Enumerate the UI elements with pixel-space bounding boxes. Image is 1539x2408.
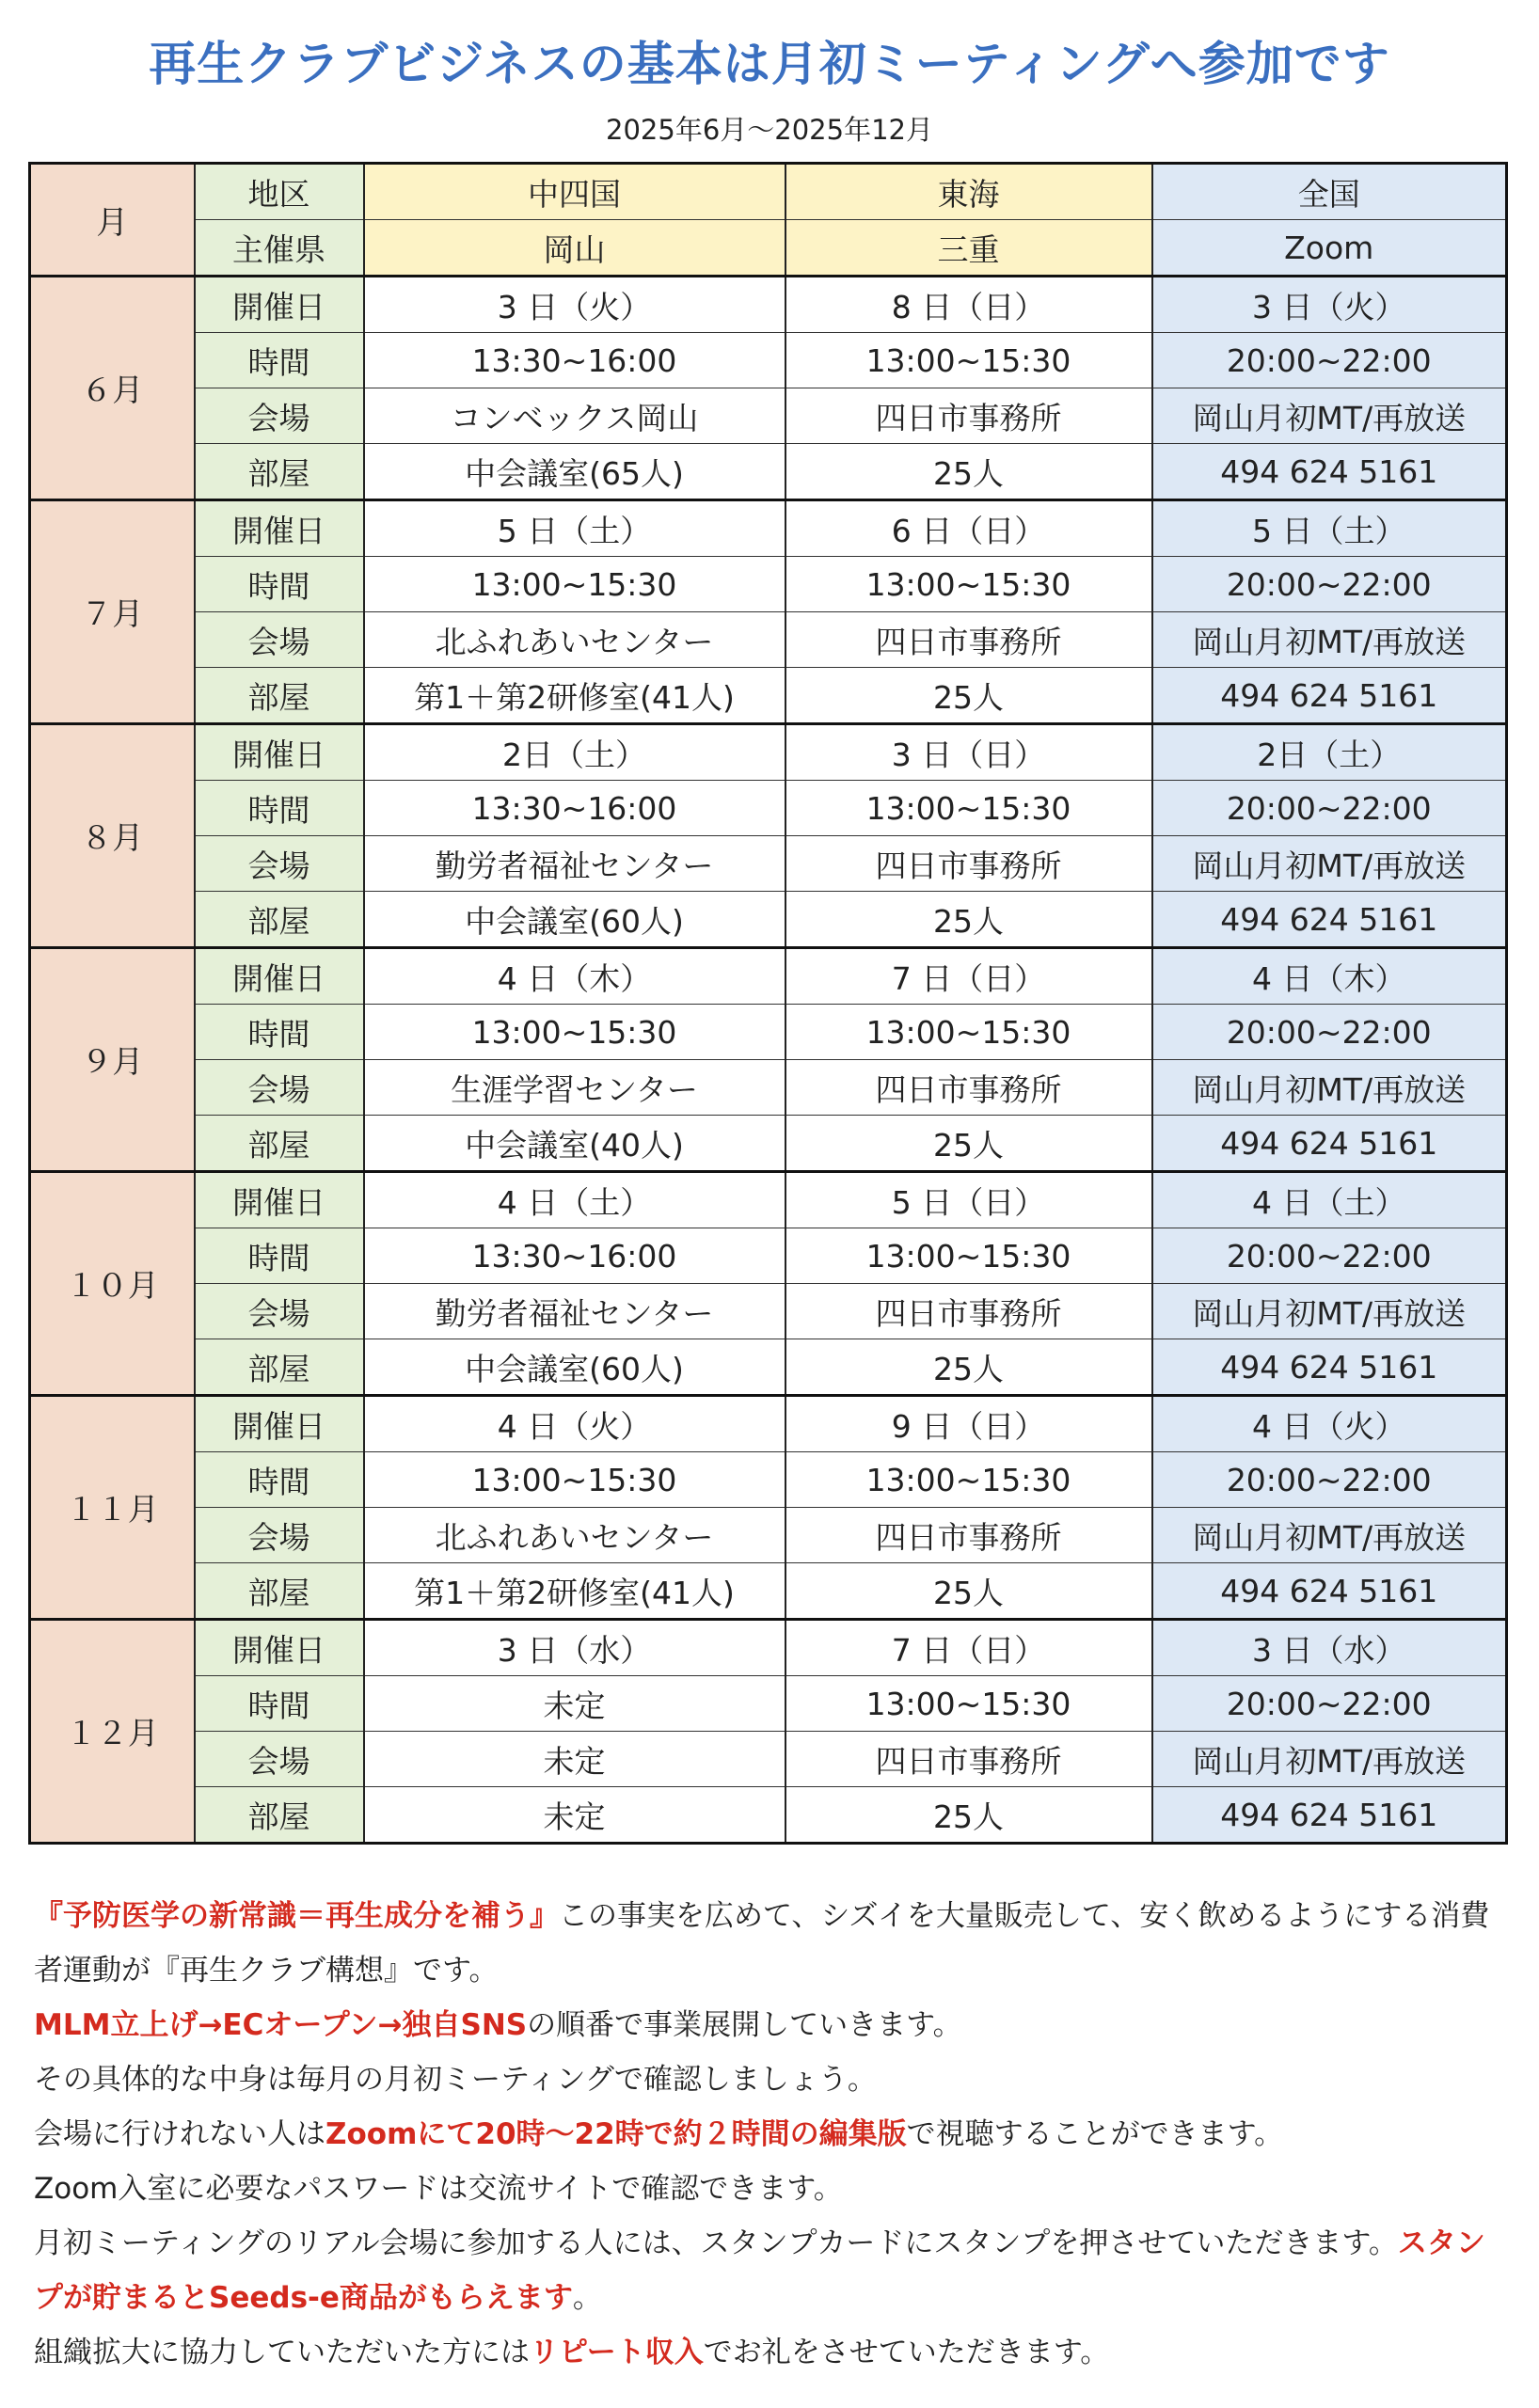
cell-tokai-time: 13:00~15:30: [785, 1676, 1152, 1732]
cell-national-time: 20:00~22:00: [1152, 333, 1507, 388]
cell-tokai-venue: 四日市事務所: [785, 1284, 1152, 1339]
cell-national-room: 494 624 5161: [1152, 1116, 1507, 1172]
schedule-row: [30, 781, 1507, 836]
header-label-prefecture: 主催県: [195, 220, 364, 277]
cell-tokai-room: 25人: [785, 444, 1152, 500]
cell-national-date: 4 日（土）: [1152, 1172, 1507, 1228]
month-cell: １１月: [30, 1396, 195, 1620]
cell-chushikoku-room: 中会議室(65人): [364, 444, 785, 500]
header-region-tokai: 東海: [785, 164, 1152, 220]
note-text: で視聴することができます。: [906, 2117, 1284, 2151]
cell-chushikoku-venue: 勤労者福祉センター: [364, 836, 785, 892]
cell-national-venue: 岡山月初MT/再放送: [1152, 1060, 1507, 1116]
schedule-row: [30, 1228, 1507, 1284]
schedule-row: [30, 333, 1507, 388]
cell-chushikoku-room: 中会議室(40人): [364, 1116, 785, 1172]
note-paragraph: [34, 2052, 1511, 2107]
schedule-table: [28, 162, 1508, 1845]
header-month: 月: [30, 164, 195, 277]
month-cell: ９月: [30, 948, 195, 1172]
cell-tokai-date: 9 日（日）: [785, 1396, 1152, 1452]
field-label-room: 部屋: [195, 1563, 364, 1620]
schedule-row: [30, 612, 1507, 668]
cell-national-room: 494 624 5161: [1152, 1563, 1507, 1620]
note-paragraph: [34, 2162, 1511, 2216]
field-label-room: 部屋: [195, 668, 364, 724]
cell-national-venue: 岡山月初MT/再放送: [1152, 1508, 1507, 1563]
cell-national-time: 20:00~22:00: [1152, 1452, 1507, 1508]
schedule-row: [30, 444, 1507, 500]
cell-tokai-time: 13:00~15:30: [785, 1228, 1152, 1284]
schedule-row: [30, 892, 1507, 948]
note-paragraph: [34, 1998, 1511, 2052]
field-label-date: 開催日: [195, 1396, 364, 1452]
field-label-room: 部屋: [195, 1339, 364, 1396]
note-emphasis: スタンプが貯まるとSeeds-e商品がもらえます: [34, 2226, 1485, 2315]
note-text: の順番で事業展開していきます。: [527, 2008, 962, 2042]
cell-tokai-room: 25人: [785, 892, 1152, 948]
month-cell: １２月: [30, 1620, 195, 1844]
cell-national-date: 4 日（木）: [1152, 948, 1507, 1005]
cell-national-time: 20:00~22:00: [1152, 1676, 1507, 1732]
cell-tokai-venue: 四日市事務所: [785, 612, 1152, 668]
cell-chushikoku-time: 未定: [364, 1676, 785, 1732]
cell-chushikoku-room: 中会議室(60人): [364, 1339, 785, 1396]
note-emphasis: 『予防医学の新常識＝再生成分を補う』: [34, 1899, 559, 1933]
cell-chushikoku-venue: 未定: [364, 1732, 785, 1787]
schedule-row: [30, 668, 1507, 724]
cell-tokai-room: 25人: [785, 1787, 1152, 1844]
cell-chushikoku-time: 13:00~15:30: [364, 1452, 785, 1508]
cell-chushikoku-date: 5 日（土）: [364, 500, 785, 557]
field-label-date: 開催日: [195, 948, 364, 1005]
cell-chushikoku-time: 13:00~15:30: [364, 557, 785, 612]
schedule-row: [30, 388, 1507, 444]
field-label-venue: 会場: [195, 1284, 364, 1339]
field-label-date: 開催日: [195, 1620, 364, 1676]
note-paragraph: [34, 2107, 1511, 2162]
cell-tokai-venue: 四日市事務所: [785, 388, 1152, 444]
schedule-row: [30, 1172, 1507, 1228]
cell-national-time: 20:00~22:00: [1152, 557, 1507, 612]
field-label-room: 部屋: [195, 444, 364, 500]
cell-tokai-time: 13:00~15:30: [785, 1452, 1152, 1508]
cell-tokai-date: 7 日（日）: [785, 948, 1152, 1005]
cell-tokai-venue: 四日市事務所: [785, 836, 1152, 892]
cell-tokai-date: 7 日（日）: [785, 1620, 1152, 1676]
schedule-row: [30, 1060, 1507, 1116]
cell-tokai-room: 25人: [785, 1116, 1152, 1172]
schedule-row: [30, 1452, 1507, 1508]
schedule-row: [30, 1339, 1507, 1396]
cell-national-venue: 岡山月初MT/再放送: [1152, 612, 1507, 668]
header-region-chushikoku: 中四国: [364, 164, 785, 220]
note-text: 。: [572, 2281, 602, 2315]
header-row-region: [30, 164, 1507, 220]
schedule-row: [30, 277, 1507, 333]
field-label-time: 時間: [195, 1228, 364, 1284]
field-label-venue: 会場: [195, 612, 364, 668]
cell-chushikoku-venue: コンベックス岡山: [364, 388, 785, 444]
cell-chushikoku-date: 4 日（土）: [364, 1172, 785, 1228]
cell-tokai-venue: 四日市事務所: [785, 1060, 1152, 1116]
cell-chushikoku-venue: 生涯学習センター: [364, 1060, 785, 1116]
cell-chushikoku-venue: 北ふれあいセンター: [364, 612, 785, 668]
cell-national-venue: 岡山月初MT/再放送: [1152, 1284, 1507, 1339]
field-label-time: 時間: [195, 1676, 364, 1732]
cell-tokai-time: 13:00~15:30: [785, 781, 1152, 836]
field-label-venue: 会場: [195, 1508, 364, 1563]
note-text: その具体的な中身は毎月の月初ミーティングで確認しましょう。: [34, 2063, 877, 2097]
schedule-row: [30, 1563, 1507, 1620]
cell-chushikoku-venue: 勤労者福祉センター: [364, 1284, 785, 1339]
header-region-national: 全国: [1152, 164, 1507, 220]
cell-tokai-venue: 四日市事務所: [785, 1732, 1152, 1787]
cell-chushikoku-room: 中会議室(60人): [364, 892, 785, 948]
cell-national-date: 4 日（火）: [1152, 1396, 1507, 1452]
note-text: でお礼をさせていただきます。: [703, 2336, 1110, 2369]
note-paragraph: [34, 2325, 1511, 2380]
notes-section: [34, 1889, 1511, 2380]
cell-tokai-date: 8 日（日）: [785, 277, 1152, 333]
cell-chushikoku-time: 13:30~16:00: [364, 781, 785, 836]
cell-chushikoku-venue: 北ふれあいセンター: [364, 1508, 785, 1563]
schedule-row: [30, 948, 1507, 1005]
schedule-row: [30, 557, 1507, 612]
field-label-time: 時間: [195, 1005, 364, 1060]
cell-chushikoku-date: 2日（土）: [364, 724, 785, 781]
note-emphasis: MLM立上げ→ECオープン→独自SNS: [34, 2008, 528, 2042]
field-label-date: 開催日: [195, 1172, 364, 1228]
cell-chushikoku-date: 3 日（水）: [364, 1620, 785, 1676]
note-text: 会場に行けれない人は: [34, 2117, 325, 2151]
header-label-region: 地区: [195, 164, 364, 220]
schedule-row: [30, 724, 1507, 781]
cell-tokai-venue: 四日市事務所: [785, 1508, 1152, 1563]
note-text: 月初ミーティングのリアル会場に参加する人には、スタンプカードにスタンプを押させていただきます。: [34, 2226, 1398, 2260]
schedule-row: [30, 1620, 1507, 1676]
cell-chushikoku-time: 13:30~16:00: [364, 1228, 785, 1284]
field-label-date: 開催日: [195, 277, 364, 333]
cell-national-room: 494 624 5161: [1152, 668, 1507, 724]
cell-national-date: 3 日（火）: [1152, 277, 1507, 333]
cell-tokai-time: 13:00~15:30: [785, 557, 1152, 612]
note-paragraph: [34, 1889, 1511, 1998]
field-label-time: 時間: [195, 333, 364, 388]
header-row-prefecture: [30, 220, 1507, 277]
cell-national-date: 3 日（水）: [1152, 1620, 1507, 1676]
cell-chushikoku-room: 第1＋第2研修室(41人): [364, 1563, 785, 1620]
cell-national-time: 20:00~22:00: [1152, 1228, 1507, 1284]
header-pref-mie: 三重: [785, 220, 1152, 277]
schedule-row: [30, 1676, 1507, 1732]
schedule-row: [30, 1508, 1507, 1563]
cell-chushikoku-room: 未定: [364, 1787, 785, 1844]
cell-chushikoku-date: 3 日（火）: [364, 277, 785, 333]
cell-tokai-room: 25人: [785, 1563, 1152, 1620]
cell-national-venue: 岡山月初MT/再放送: [1152, 836, 1507, 892]
note-emphasis: リピート収入: [530, 2336, 704, 2369]
note-emphasis: Zoomにて20時～22時で約２時間の編集版: [325, 2117, 907, 2151]
cell-national-venue: 岡山月初MT/再放送: [1152, 388, 1507, 444]
header-pref-okayama: 岡山: [364, 220, 785, 277]
month-cell: ８月: [30, 724, 195, 948]
field-label-date: 開催日: [195, 724, 364, 781]
field-label-room: 部屋: [195, 892, 364, 948]
field-label-date: 開催日: [195, 500, 364, 557]
cell-national-venue: 岡山月初MT/再放送: [1152, 1732, 1507, 1787]
field-label-room: 部屋: [195, 1787, 364, 1844]
field-label-room: 部屋: [195, 1116, 364, 1172]
cell-national-room: 494 624 5161: [1152, 892, 1507, 948]
cell-tokai-time: 13:00~15:30: [785, 1005, 1152, 1060]
field-label-venue: 会場: [195, 1732, 364, 1787]
note-paragraph: [34, 2216, 1511, 2325]
schedule-row: [30, 1787, 1507, 1844]
cell-national-time: 20:00~22:00: [1152, 781, 1507, 836]
note-text: 組織拡大に協力していただいた方には: [34, 2336, 530, 2369]
field-label-venue: 会場: [195, 836, 364, 892]
schedule-row: [30, 1116, 1507, 1172]
month-cell: １０月: [30, 1172, 195, 1396]
cell-chushikoku-time: 13:30~16:00: [364, 333, 785, 388]
field-label-time: 時間: [195, 557, 364, 612]
cell-chushikoku-date: 4 日（火）: [364, 1396, 785, 1452]
cell-national-room: 494 624 5161: [1152, 1787, 1507, 1844]
month-cell: ６月: [30, 277, 195, 500]
cell-tokai-room: 25人: [785, 1339, 1152, 1396]
schedule-row: [30, 1005, 1507, 1060]
month-cell: ７月: [30, 500, 195, 724]
field-label-venue: 会場: [195, 1060, 364, 1116]
cell-chushikoku-time: 13:00~15:30: [364, 1005, 785, 1060]
cell-national-room: 494 624 5161: [1152, 1339, 1507, 1396]
cell-chushikoku-room: 第1＋第2研修室(41人): [364, 668, 785, 724]
page-title: 再生クラブビジネスの基本は月初ミーティングへ参加です: [149, 37, 1390, 91]
schedule-row: [30, 1284, 1507, 1339]
header-pref-zoom: Zoom: [1152, 220, 1507, 277]
cell-national-room: 494 624 5161: [1152, 444, 1507, 500]
field-label-time: 時間: [195, 781, 364, 836]
schedule-period: 2025年6月～2025年12月: [606, 114, 933, 146]
note-text: この事実を広めて、シズイを大量販売して、安く飲めるようにする消費者運動が『再生クラブ構想』です。: [34, 1899, 1490, 1988]
cell-national-time: 20:00~22:00: [1152, 1005, 1507, 1060]
cell-chushikoku-date: 4 日（木）: [364, 948, 785, 1005]
cell-tokai-date: 6 日（日）: [785, 500, 1152, 557]
cell-tokai-time: 13:00~15:30: [785, 333, 1152, 388]
cell-tokai-room: 25人: [785, 668, 1152, 724]
note-text: Zoom入室に必要なパスワードは交流サイトで確認できます。: [34, 2172, 843, 2206]
field-label-time: 時間: [195, 1452, 364, 1508]
cell-national-date: 2日（土）: [1152, 724, 1507, 781]
cell-tokai-date: 3 日（日）: [785, 724, 1152, 781]
schedule-row: [30, 1732, 1507, 1787]
schedule-row: [30, 500, 1507, 557]
cell-national-date: 5 日（土）: [1152, 500, 1507, 557]
field-label-venue: 会場: [195, 388, 364, 444]
schedule-row: [30, 836, 1507, 892]
schedule-row: [30, 1396, 1507, 1452]
cell-tokai-date: 5 日（日）: [785, 1172, 1152, 1228]
